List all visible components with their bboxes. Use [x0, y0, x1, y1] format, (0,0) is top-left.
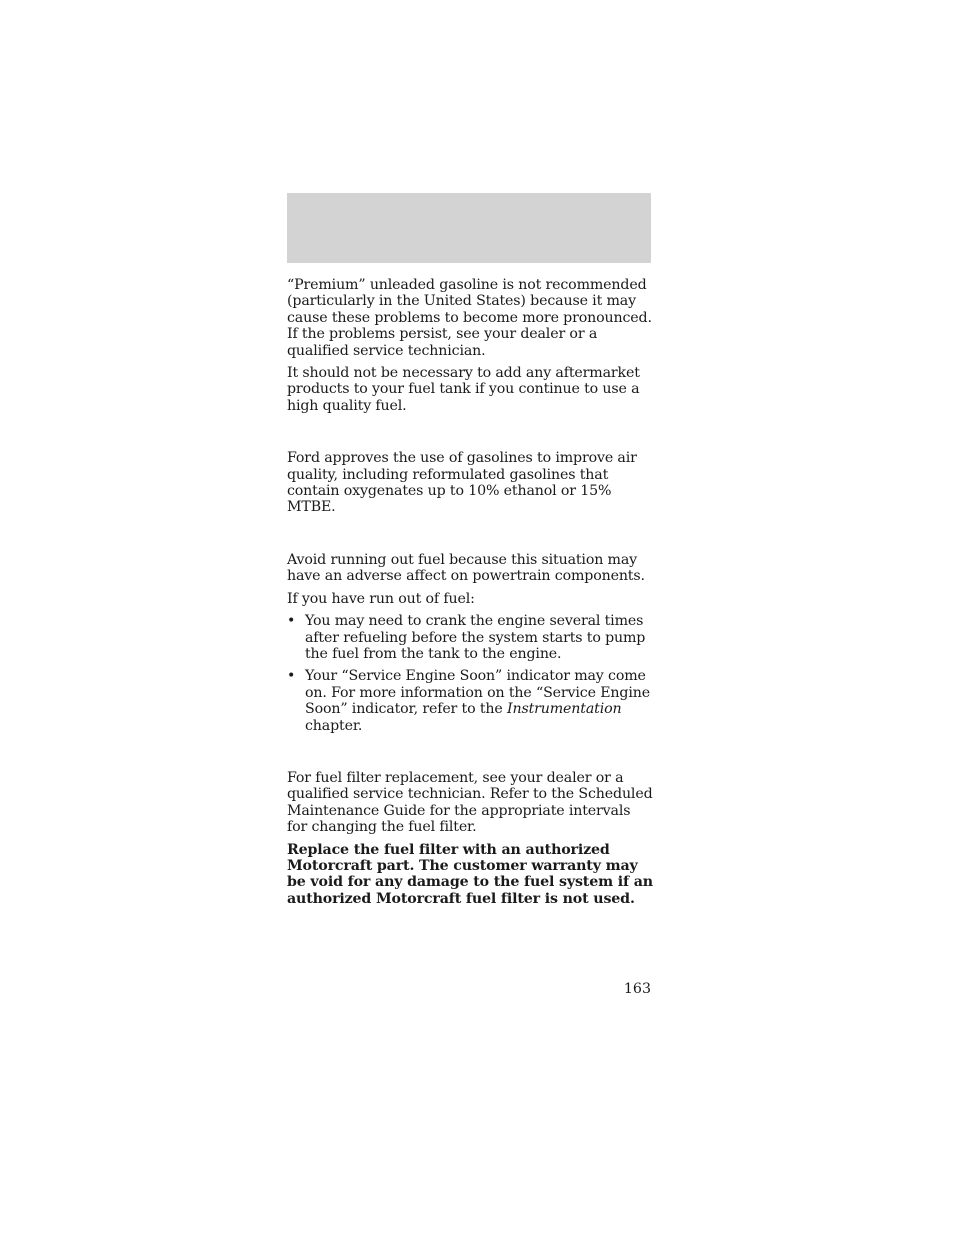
paragraph-aftermarket-products: It should not be necessary to add any aftermarket products to your fuel tank if you continue to use a high quality fuel.: [287, 365, 640, 414]
list-item-text: You may need to crank the engine several times after refueling before the system starts to pump the fuel from the tank to the engine.: [305, 613, 646, 662]
paragraph-reformulated-fuels: Ford approves the use of gasolines to improve air quality, including reformulated gasolines that contain oxygenates up to 10% ethanol or 15% MTBE.: [287, 450, 637, 516]
page-body: [287, 277, 653, 907]
list-item: [287, 668, 653, 734]
section-header-band: [287, 193, 651, 263]
page-number: 163: [623, 981, 651, 997]
list-item: [287, 613, 653, 662]
chapter-reference: Instrumentation: [507, 701, 622, 718]
run-out-of-fuel-list: [287, 613, 653, 734]
bullet-icon: •: [287, 668, 296, 685]
list-item-text: [305, 668, 650, 733]
warning-motorcraft-filter: Replace the fuel filter with an authorized Motorcraft part. The customer warranty may be void for any damage to the fuel system if an authorized Motorcraft fuel filter is not used.: [287, 841, 653, 907]
paragraph-if-run-out: If you have run out of fuel:: [287, 590, 475, 607]
paragraph-premium-fuel: “Premium” unleaded gasoline is not recommended (particularly in the United States) because it may cause these problems to become more pronounced. If the problems persist, see your dealer or a qualified service technician.: [287, 277, 652, 359]
list-item-text-part: Your “Service Engine Soon” indicator may come on. For more information on the “Service Engine Soon” indicator, refer to the: [305, 668, 650, 718]
list-item-text-part: chapter.: [305, 717, 363, 734]
paragraph-fuel-filter-replacement: For fuel filter replacement, see your dealer or a qualified service technician. Refer to the Scheduled Maintenance Guide for the appropriate intervals for changing the fuel filter.: [287, 769, 653, 836]
bullet-icon: •: [287, 613, 296, 630]
paragraph-avoid-running-out: Avoid running out fuel because this situation may have an adverse affect on powertrain components.: [287, 551, 645, 585]
